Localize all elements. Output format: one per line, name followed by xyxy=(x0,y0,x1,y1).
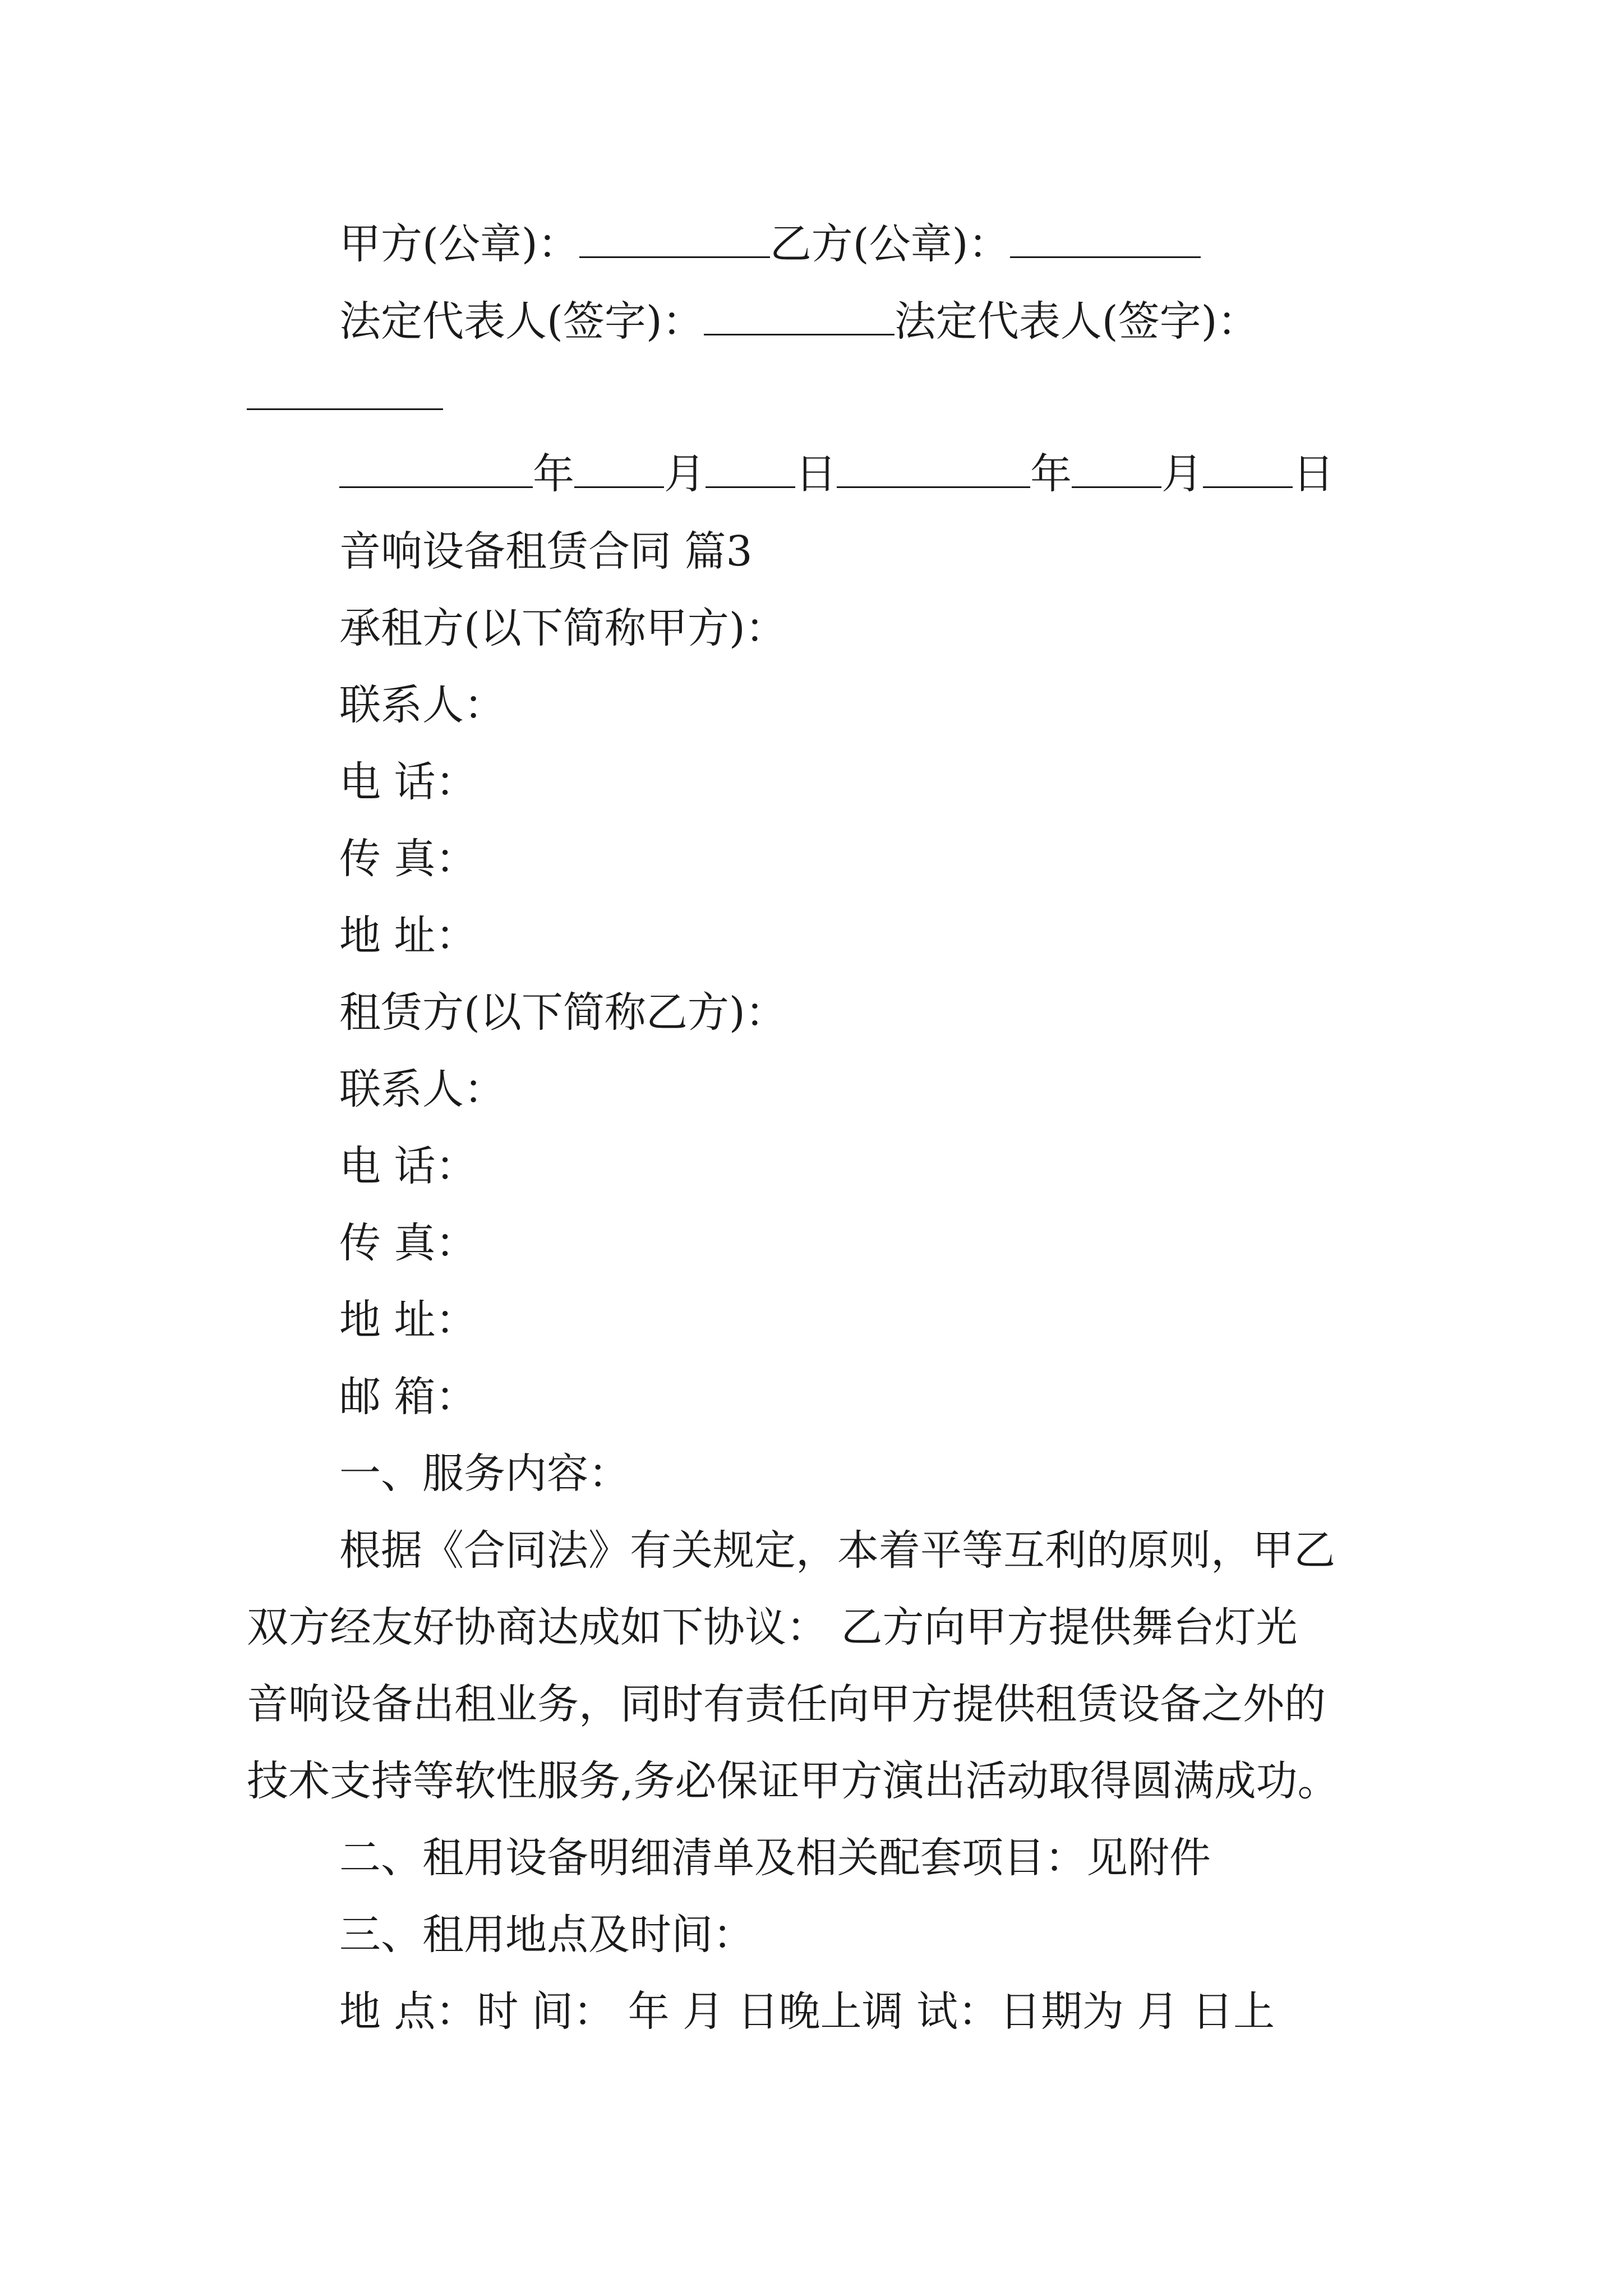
section-1-para-line-4: 技术支持等软性服务,务必保证甲方演出活动取得圆满成功。 xyxy=(247,1757,1339,1805)
day-b-label: 日 xyxy=(1293,450,1334,498)
rep-a-label: 法定代表人(签字)： xyxy=(339,297,704,346)
rep-line xyxy=(339,293,1259,349)
contract-title: 音响设备租赁合同 篇3 xyxy=(339,527,753,576)
year-b-blank xyxy=(837,447,1030,488)
day-a-blank xyxy=(706,447,795,488)
lessor-fax: 传 真： xyxy=(339,1219,477,1267)
lessee-heading: 承租方(以下简称甲方)： xyxy=(339,604,787,652)
day-a-label: 日 xyxy=(795,450,837,498)
date-line xyxy=(339,446,1334,502)
rep-b-blank xyxy=(247,408,443,410)
lessor-email: 邮 箱： xyxy=(339,1373,477,1421)
party-a-seal-blank xyxy=(579,217,770,258)
lessee-fax: 传 真： xyxy=(339,835,477,883)
month-b-blank xyxy=(1072,447,1161,488)
party-a-seal-label: 甲方(公章)： xyxy=(339,220,579,268)
lessor-address: 地 址： xyxy=(339,1296,477,1344)
section-1-heading: 一、服务内容： xyxy=(339,1450,630,1498)
seal-line xyxy=(339,216,1201,272)
year-b-label: 年 xyxy=(1030,450,1072,498)
month-a-blank xyxy=(574,447,664,488)
lessor-heading: 租赁方(以下简称乙方)： xyxy=(339,988,787,1037)
lessor-contact: 联系人： xyxy=(339,1065,505,1114)
lessee-contact: 联系人： xyxy=(339,681,505,729)
lessee-phone: 电 话： xyxy=(339,758,477,806)
year-a-blank xyxy=(339,447,533,488)
year-a-label: 年 xyxy=(533,450,574,498)
month-b-label: 月 xyxy=(1161,450,1203,498)
section-1-para-line-3: 音响设备出租业务，同时有责任向甲方提供租赁设备之外的 xyxy=(247,1680,1326,1728)
party-b-seal-label: 乙方(公章)： xyxy=(769,220,1010,268)
month-a-label: 月 xyxy=(664,450,706,498)
lessor-phone: 电 话： xyxy=(339,1142,477,1190)
section-2: 二、租用设备明细清单及相关配套项目：见附件 xyxy=(339,1834,1211,1882)
lessee-address: 地 址： xyxy=(339,912,477,960)
section-3-heading: 三、租用地点及时间： xyxy=(339,1911,754,1959)
section-3-location-time: 地 点：时 间： 年 月 日晚上调 试：日期为 月 日上 xyxy=(339,1987,1275,2036)
rep-a-blank xyxy=(704,295,895,335)
rep-b-label: 法定代表人(签字)： xyxy=(894,297,1259,346)
section-1-para-line-2: 双方经友好协商达成如下协议： 乙方向甲方提供舞台灯光 xyxy=(247,1603,1298,1651)
section-1-para-line-1: 根据《合同法》有关规定，本着平等互利的原则，甲乙 xyxy=(339,1526,1335,1575)
day-b-blank xyxy=(1203,447,1293,488)
party-b-seal-blank xyxy=(1010,217,1201,258)
